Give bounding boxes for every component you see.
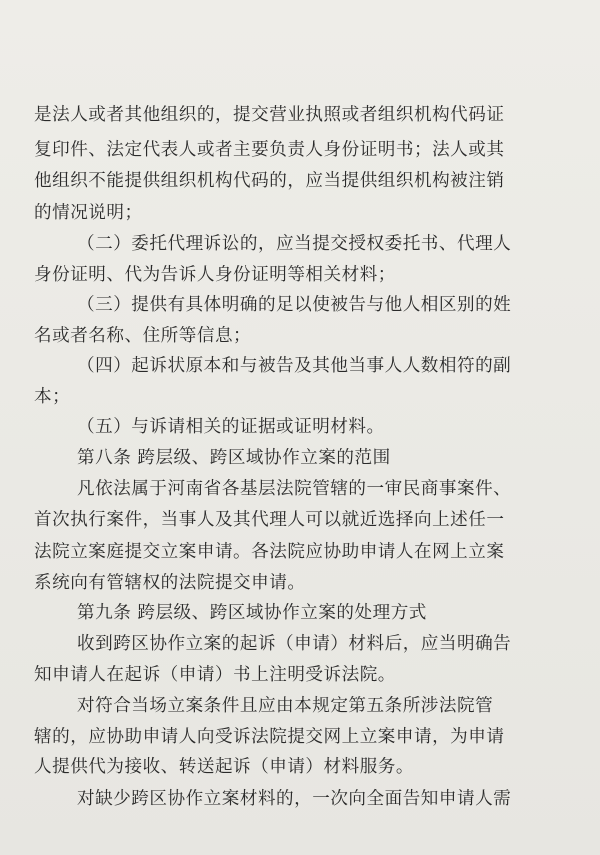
text-line: （四）起诉状原本和与被告及其他当事人人数相符的副 bbox=[77, 356, 512, 376]
text-line: 知申请人在起诉（申请）书上注明受诉法院。 bbox=[34, 665, 396, 685]
text-line: 本； bbox=[34, 387, 71, 407]
section-heading: 第九条 跨层级、跨区域协作立案的处理方式 bbox=[77, 603, 427, 623]
text-line: 他组织不能提供组织机构代码的，应当提供组织机构被注销 bbox=[34, 171, 505, 191]
text-line: 系统向有管辖权的法院提交申请。 bbox=[34, 573, 306, 593]
text-line: 的情况说明； bbox=[34, 203, 143, 223]
text-line: （二）委托代理诉讼的，应当提交授权委托书、代理人 bbox=[77, 234, 512, 254]
text-line: 法院立案庭提交立案申请。各法院应协助申请人在网上立案 bbox=[34, 542, 505, 562]
text-line: 对缺少跨区协作立案材料的，一次向全面告知申请人需 bbox=[77, 789, 512, 809]
section-heading: 第八条 跨层级、跨区域协作立案的范围 bbox=[77, 448, 391, 468]
text-line: 首次执行案件，当事人及其代理人可以就近选择向上述任一 bbox=[34, 510, 505, 530]
text-line: 辖的，应协助申请人向受诉法院提交网上立案申请，为申请 bbox=[34, 727, 505, 747]
text-line: （五）与诉请相关的证据或证明材料。 bbox=[77, 417, 385, 437]
text-line: 收到跨区协作立案的起诉（申请）材料后，应当明确告 bbox=[77, 634, 512, 654]
text-line: 名或者名称、住所等信息； bbox=[34, 326, 252, 346]
text-line: 凡依法属于河南省各基层法院管辖的一审民商事案件、 bbox=[77, 479, 512, 499]
text-line: 身份证明、代为告诉人身份证明等相关材料； bbox=[34, 265, 396, 285]
text-line: （三）提供有具体明确的足以使被告与他人相区别的姓 bbox=[77, 295, 512, 315]
text-line: 复印件、法定代表人或者主要负责人身份证明书；法人或其 bbox=[34, 140, 505, 160]
text-line: 对符合当场立案条件且应由本规定第五条所涉法院管 bbox=[77, 696, 494, 716]
text-line: 人提供代为接收、转送起诉（申请）材料服务。 bbox=[34, 757, 414, 777]
text-line: 是法人或者其他组织的，提交营业执照或者组织机构代码证 bbox=[34, 105, 505, 125]
